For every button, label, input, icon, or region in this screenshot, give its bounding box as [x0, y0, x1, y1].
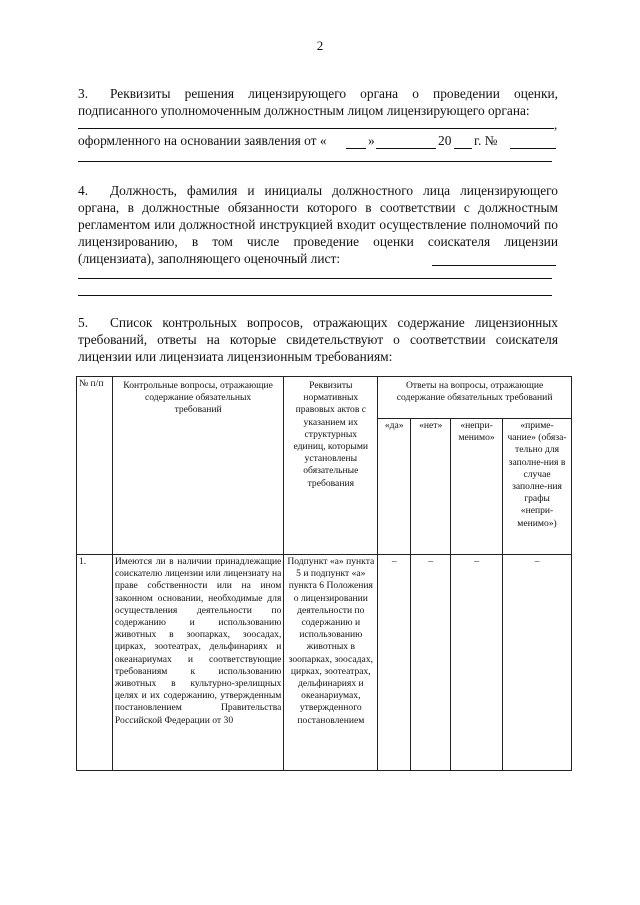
- application-suffix: г. №: [474, 133, 498, 148]
- row-question: Имеются ли в наличии принадлежащие соискателю лицензии или лицензиату на праве собственности или на ином законном основании, необходимые для осуществления деятельности по содержанию и использованию животных в зоопарках, зоосадах, цирках, зоотеатрах, дельфинариях и океанариумах и соответствующие требованиям к использованию животных в культурно-зрелищных целях и их содержанию, утвержденным постановлением Правительства Российской Федерации от 30: [112, 555, 284, 771]
- header-answers: Ответы на вопросы, отражающие содержание обязательных требований: [378, 377, 572, 419]
- table-row: [77, 555, 572, 771]
- year-blank: [454, 148, 472, 149]
- line-comma: ,: [554, 117, 558, 132]
- row-note: –: [503, 555, 572, 771]
- fill-line: [78, 278, 552, 279]
- application-mid: »: [368, 133, 375, 148]
- day-blank: [346, 148, 366, 149]
- fill-line: [78, 161, 552, 162]
- header-no: «нет»: [411, 419, 451, 555]
- page-number: 2: [316, 38, 324, 53]
- fill-line: [78, 128, 554, 129]
- header-num: № п/п: [77, 377, 113, 555]
- application-year: 20: [438, 133, 452, 148]
- section-4-number: 4.: [78, 183, 89, 198]
- header-na: «непри-менимо»: [451, 419, 503, 555]
- section-3-text: Реквизиты решения лицензирующего органа о проведении оценки, подписанного уполномоченным должностным лицом лицензирующего органа:: [78, 86, 558, 118]
- fill-line: [78, 295, 552, 296]
- header-note: «приме-чание» (обяза-тельно для заполне-ния в случае заполне-ния графы «непри-менимо»): [503, 419, 572, 555]
- application-date-line: [78, 133, 558, 150]
- number-blank: [510, 148, 556, 149]
- application-prefix: оформленного на основании заявления от «: [78, 133, 327, 148]
- row-yes: –: [378, 555, 411, 771]
- official-blank: [432, 265, 556, 266]
- row-num: 1.: [77, 555, 113, 771]
- row-requisite: Подпункт «а» пункта 5 и подпункт «а» пункта 6 Положения о лицензировании деятельности по содержанию и использованию животных в зоопарках, зоосадах, цирках, зоотеатрах, дельфинариях и океанариумах, утвержденного постановлением: [284, 555, 378, 771]
- table-header-row: [77, 377, 572, 419]
- section-3-number: 3.: [78, 86, 89, 101]
- section-5-text: Список контрольных вопросов, отражающих содержание лицензионных требований, ответы на которые свидетельствуют о соответствии соискателя лицензии или лицензиата лицензионным требованиям:: [78, 315, 558, 364]
- header-requisites: Реквизиты нормативных правовых актов с указанием их структурных единиц, которыми установлены обязательные требования: [284, 377, 378, 555]
- requirements-table: [76, 376, 572, 771]
- section-4: [78, 182, 558, 267]
- section-5: [78, 314, 558, 365]
- section-4-text: Должность, фамилия и инициалы должностного лица лицензирующего органа, в должностные обязанности которого в соответствии с должностным регламентом или должностной инструкцией входит осуществление полномочий по лицензированию, в том числе проведение оценки соискателя лицензии (лицензиата), заполняющего оценочный лист:: [78, 183, 558, 266]
- month-blank: [376, 148, 436, 149]
- row-na: –: [451, 555, 503, 771]
- section-3: [78, 85, 558, 119]
- header-yes: «да»: [378, 419, 411, 555]
- section-5-number: 5.: [78, 315, 89, 330]
- row-no: –: [411, 555, 451, 771]
- header-questions: Контрольные вопросы, отражающие содержание обязательных требований: [112, 377, 284, 555]
